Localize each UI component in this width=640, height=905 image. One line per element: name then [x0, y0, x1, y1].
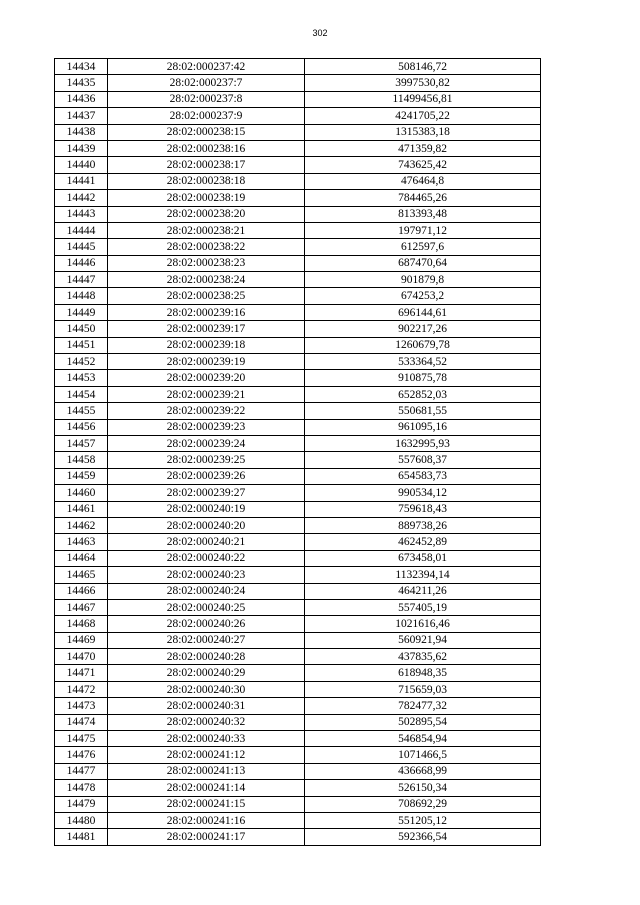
row-number-cell: 14461: [55, 501, 108, 517]
cadastral-number-cell: 28:02:000240:28: [108, 649, 305, 665]
value-cell: 1315383,18: [305, 124, 541, 140]
table-row: [55, 468, 541, 484]
cadastral-number-cell: 28:02:000240:21: [108, 534, 305, 550]
row-number-cell: 14458: [55, 452, 108, 468]
cadastral-number-cell: 28:02:000238:17: [108, 157, 305, 173]
value-cell: 197971,12: [305, 222, 541, 238]
value-cell: 696144,61: [305, 304, 541, 320]
table-row: [55, 812, 541, 828]
cadastral-number-cell: 28:02:000240:26: [108, 616, 305, 632]
cadastral-number-cell: 28:02:000237:7: [108, 75, 305, 91]
value-cell: 551205,12: [305, 812, 541, 828]
value-cell: 3997530,82: [305, 75, 541, 91]
cadastral-number-cell: 28:02:000240:32: [108, 714, 305, 730]
row-number-cell: 14455: [55, 403, 108, 419]
table-row: [55, 91, 541, 107]
value-cell: 961095,16: [305, 419, 541, 435]
value-cell: 462452,89: [305, 534, 541, 550]
table-row: [55, 550, 541, 566]
row-number-cell: 14456: [55, 419, 108, 435]
cadastral-number-cell: 28:02:000241:14: [108, 780, 305, 796]
table-row: [55, 780, 541, 796]
value-cell: 471359,82: [305, 140, 541, 156]
row-number-cell: 14436: [55, 91, 108, 107]
table-row: [55, 304, 541, 320]
table-row: [55, 681, 541, 697]
row-number-cell: 14481: [55, 829, 108, 845]
row-number-cell: 14440: [55, 157, 108, 173]
value-cell: 715659,03: [305, 681, 541, 697]
row-number-cell: 14459: [55, 468, 108, 484]
cadastral-number-cell: 28:02:000240:23: [108, 567, 305, 583]
value-cell: 654583,73: [305, 468, 541, 484]
row-number-cell: 14457: [55, 435, 108, 451]
value-cell: 526150,34: [305, 780, 541, 796]
cadastral-number-cell: 28:02:000240:31: [108, 698, 305, 714]
table-row: [55, 190, 541, 206]
value-cell: 1632995,93: [305, 435, 541, 451]
value-cell: 618948,35: [305, 665, 541, 681]
row-number-cell: 14445: [55, 239, 108, 255]
table-row: [55, 599, 541, 615]
cadastral-number-cell: 28:02:000238:24: [108, 272, 305, 288]
row-number-cell: 14465: [55, 567, 108, 583]
table-row: [55, 206, 541, 222]
cadastral-number-cell: 28:02:000239:25: [108, 452, 305, 468]
value-cell: 889738,26: [305, 517, 541, 533]
row-number-cell: 14475: [55, 731, 108, 747]
table-row: [55, 337, 541, 353]
value-cell: 687470,64: [305, 255, 541, 271]
cadastral-number-cell: 28:02:000238:20: [108, 206, 305, 222]
cadastral-number-cell: 28:02:000239:17: [108, 321, 305, 337]
value-cell: 502895,54: [305, 714, 541, 730]
row-number-cell: 14460: [55, 485, 108, 501]
row-number-cell: 14434: [55, 59, 108, 75]
cadastral-number-cell: 28:02:000240:29: [108, 665, 305, 681]
table-row: [55, 583, 541, 599]
cadastral-number-cell: 28:02:000238:23: [108, 255, 305, 271]
cadastral-number-cell: 28:02:000240:33: [108, 731, 305, 747]
row-number-cell: 14439: [55, 140, 108, 156]
row-number-cell: 14464: [55, 550, 108, 566]
row-number-cell: 14450: [55, 321, 108, 337]
cadastral-number-cell: 28:02:000237:8: [108, 91, 305, 107]
row-number-cell: 14443: [55, 206, 108, 222]
cadastral-number-cell: 28:02:000240:27: [108, 632, 305, 648]
cadastral-number-cell: 28:02:000238:21: [108, 222, 305, 238]
cadastral-number-cell: 28:02:000241:17: [108, 829, 305, 845]
row-number-cell: 14444: [55, 222, 108, 238]
table-row: [55, 747, 541, 763]
row-number-cell: 14477: [55, 763, 108, 779]
value-cell: 1260679,78: [305, 337, 541, 353]
cadastral-number-cell: 28:02:000239:16: [108, 304, 305, 320]
table-row: [55, 354, 541, 370]
page-number: 302: [312, 28, 328, 38]
table-row: [55, 665, 541, 681]
table-row: [55, 75, 541, 91]
value-cell: 557405,19: [305, 599, 541, 615]
cadastral-number-cell: 28:02:000239:21: [108, 386, 305, 402]
cadastral-number-cell: 28:02:000239:19: [108, 354, 305, 370]
cadastral-number-cell: 28:02:000241:13: [108, 763, 305, 779]
row-number-cell: 14480: [55, 812, 108, 828]
value-cell: 1132394,14: [305, 567, 541, 583]
cadastral-number-cell: 28:02:000240:19: [108, 501, 305, 517]
value-cell: 546854,94: [305, 731, 541, 747]
row-number-cell: 14478: [55, 780, 108, 796]
table-row: [55, 222, 541, 238]
row-number-cell: 14442: [55, 190, 108, 206]
cadastral-number-cell: 28:02:000238:16: [108, 140, 305, 156]
table-row: [55, 829, 541, 845]
value-cell: 476464,8: [305, 173, 541, 189]
value-cell: 508146,72: [305, 59, 541, 75]
row-number-cell: 14479: [55, 796, 108, 812]
value-cell: 782477,32: [305, 698, 541, 714]
table-row: [55, 698, 541, 714]
table-row: [55, 370, 541, 386]
value-cell: 708692,29: [305, 796, 541, 812]
cadastral-number-cell: 28:02:000239:22: [108, 403, 305, 419]
table-row: [55, 435, 541, 451]
row-number-cell: 14441: [55, 173, 108, 189]
table-row: [55, 239, 541, 255]
table-row: [55, 403, 541, 419]
cadastral-number-cell: 28:02:000240:25: [108, 599, 305, 615]
table-row: [55, 501, 541, 517]
value-cell: 533364,52: [305, 354, 541, 370]
cadastral-number-cell: 28:02:000240:24: [108, 583, 305, 599]
table-row: [55, 485, 541, 501]
table-row: [55, 272, 541, 288]
row-number-cell: 14472: [55, 681, 108, 697]
value-cell: 990534,12: [305, 485, 541, 501]
cadastral-number-cell: 28:02:000240:30: [108, 681, 305, 697]
row-number-cell: 14446: [55, 255, 108, 271]
table-body: [55, 59, 541, 846]
value-cell: 1021616,46: [305, 616, 541, 632]
row-number-cell: 14467: [55, 599, 108, 615]
row-number-cell: 14454: [55, 386, 108, 402]
row-number-cell: 14462: [55, 517, 108, 533]
row-number-cell: 14473: [55, 698, 108, 714]
cadastral-number-cell: 28:02:000239:24: [108, 435, 305, 451]
table-row: [55, 59, 541, 75]
value-cell: 652852,03: [305, 386, 541, 402]
table-row: [55, 321, 541, 337]
value-cell: 743625,42: [305, 157, 541, 173]
table-row: [55, 108, 541, 124]
cadastral-number-cell: 28:02:000239:27: [108, 485, 305, 501]
cadastral-number-cell: 28:02:000239:18: [108, 337, 305, 353]
value-cell: 4241705,22: [305, 108, 541, 124]
table-row: [55, 632, 541, 648]
value-cell: 11499456,81: [305, 91, 541, 107]
value-cell: 550681,55: [305, 403, 541, 419]
cadastral-number-cell: 28:02:000239:26: [108, 468, 305, 484]
value-cell: 910875,78: [305, 370, 541, 386]
cadastral-number-cell: 28:02:000238:22: [108, 239, 305, 255]
value-cell: 674253,2: [305, 288, 541, 304]
row-number-cell: 14469: [55, 632, 108, 648]
row-number-cell: 14438: [55, 124, 108, 140]
row-number-cell: 14466: [55, 583, 108, 599]
row-number-cell: 14451: [55, 337, 108, 353]
value-cell: 902217,26: [305, 321, 541, 337]
row-number-cell: 14453: [55, 370, 108, 386]
table-row: [55, 140, 541, 156]
cadastral-number-cell: 28:02:000238:18: [108, 173, 305, 189]
table-row: [55, 616, 541, 632]
cadastral-number-cell: 28:02:000237:42: [108, 59, 305, 75]
value-cell: 759618,43: [305, 501, 541, 517]
cadastral-number-cell: 28:02:000241:12: [108, 747, 305, 763]
value-cell: 592366,54: [305, 829, 541, 845]
value-cell: 673458,01: [305, 550, 541, 566]
cadastral-number-cell: 28:02:000240:20: [108, 517, 305, 533]
cadastral-number-cell: 28:02:000241:15: [108, 796, 305, 812]
table-row: [55, 288, 541, 304]
cadastral-number-cell: 28:02:000238:15: [108, 124, 305, 140]
value-cell: 1071466,5: [305, 747, 541, 763]
cadastral-number-cell: 28:02:000241:16: [108, 812, 305, 828]
cadastral-number-cell: 28:02:000237:9: [108, 108, 305, 124]
row-number-cell: 14463: [55, 534, 108, 550]
cadastral-number-cell: 28:02:000238:19: [108, 190, 305, 206]
row-number-cell: 14471: [55, 665, 108, 681]
row-number-cell: 14447: [55, 272, 108, 288]
table-row: [55, 255, 541, 271]
table-row: [55, 124, 541, 140]
row-number-cell: 14474: [55, 714, 108, 730]
row-number-cell: 14468: [55, 616, 108, 632]
value-cell: 437835,62: [305, 649, 541, 665]
table-row: [55, 796, 541, 812]
row-number-cell: 14437: [55, 108, 108, 124]
table-row: [55, 419, 541, 435]
value-cell: 464211,26: [305, 583, 541, 599]
table-row: [55, 534, 541, 550]
row-number-cell: 14448: [55, 288, 108, 304]
cadastral-number-cell: 28:02:000238:25: [108, 288, 305, 304]
cadastral-number-cell: 28:02:000239:20: [108, 370, 305, 386]
value-cell: 557608,37: [305, 452, 541, 468]
row-number-cell: 14452: [55, 354, 108, 370]
table-row: [55, 714, 541, 730]
table-row: [55, 173, 541, 189]
row-number-cell: 14449: [55, 304, 108, 320]
value-cell: 784465,26: [305, 190, 541, 206]
value-cell: 560921,94: [305, 632, 541, 648]
value-cell: 813393,48: [305, 206, 541, 222]
table-row: [55, 567, 541, 583]
cadastral-value-table: [54, 58, 541, 846]
cadastral-number-cell: 28:02:000240:22: [108, 550, 305, 566]
table-row: [55, 731, 541, 747]
table-row: [55, 157, 541, 173]
row-number-cell: 14470: [55, 649, 108, 665]
table-row: [55, 763, 541, 779]
cadastral-number-cell: 28:02:000239:23: [108, 419, 305, 435]
value-cell: 612597,6: [305, 239, 541, 255]
table-row: [55, 386, 541, 402]
value-cell: 436668,99: [305, 763, 541, 779]
row-number-cell: 14435: [55, 75, 108, 91]
table-row: [55, 452, 541, 468]
row-number-cell: 14476: [55, 747, 108, 763]
value-cell: 901879,8: [305, 272, 541, 288]
table-row: [55, 649, 541, 665]
table-row: [55, 517, 541, 533]
